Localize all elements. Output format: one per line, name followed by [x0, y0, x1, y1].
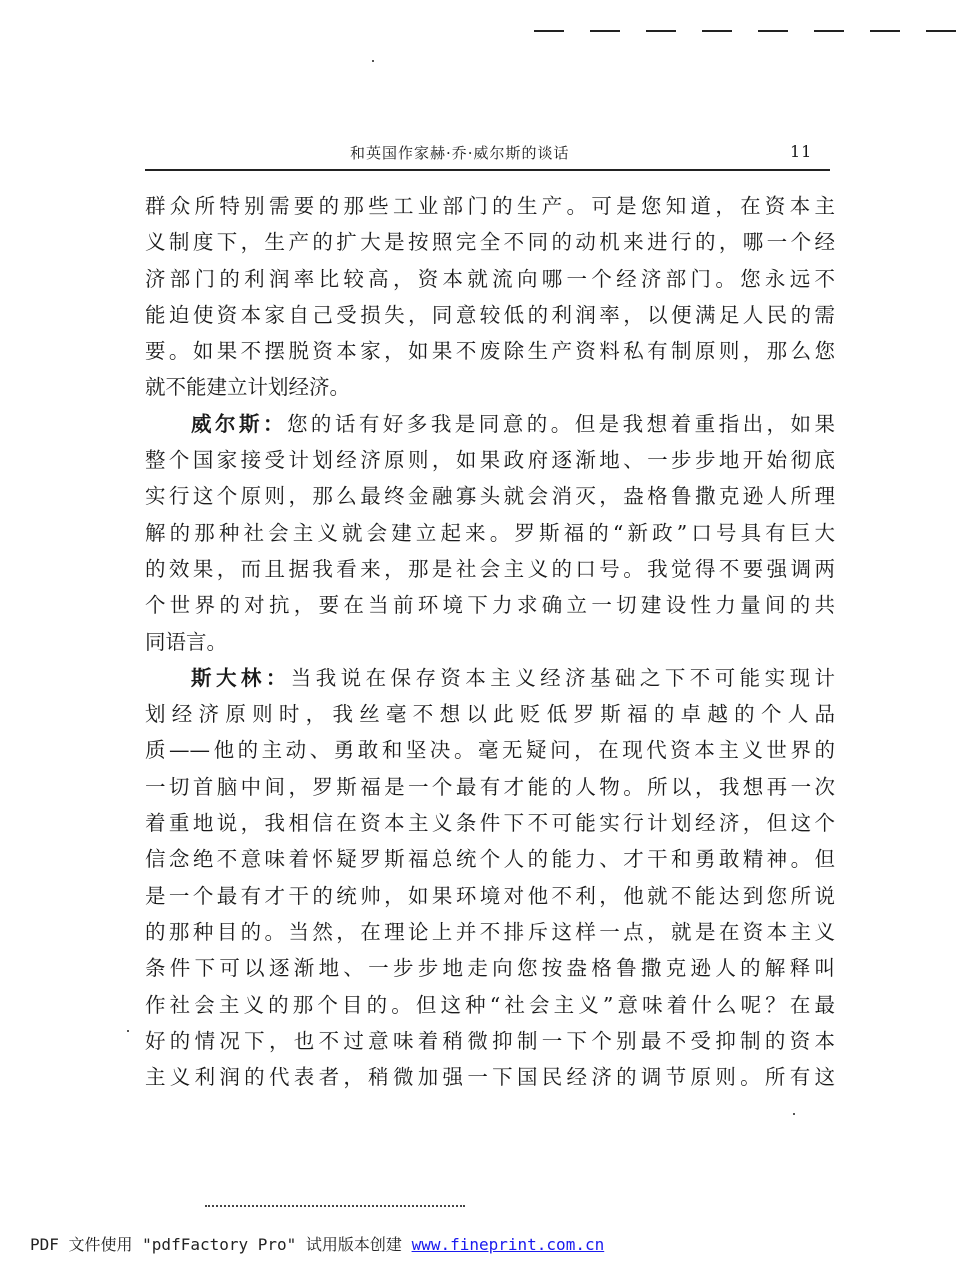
paragraph-stalin-first-line: [145, 660, 835, 696]
body-line: 义制度下，生产的扩大是按照完全不同的动机来进行的，哪一个经: [145, 230, 835, 255]
body-line: 要。如果不摆脱资本家，如果不废除生产资料私有制原则，那么您: [145, 339, 835, 364]
scan-bottom-artifact: [205, 1205, 465, 1207]
body-line: 主义利润的代表者，稍微加强一下国民经济的调节原则。所有这: [145, 1065, 835, 1090]
footer-link[interactable]: www.fineprint.com.cn: [411, 1235, 605, 1254]
body-text: 您的话有好多我是同意的。但是我想着重指出，如果: [286, 411, 835, 436]
body-line: 划经济原则时，我丝毫不想以此贬低罗斯福的卓越的个人品: [145, 702, 835, 727]
body-line: 的效果，而且据我看来，那是社会主义的口号。我觉得不要强调两: [145, 556, 835, 581]
body-line: 济部门的利润率比较高，资本就流向哪一个经济部门。您永远不: [145, 266, 835, 291]
body-line: 的那种目的。当然，在理论上并不排斥这样一点，就是在资本主义: [145, 919, 835, 944]
paragraph-wells-first-line: [145, 406, 835, 442]
running-title: 和英国作家赫·乔·威尔斯的谈话: [350, 144, 570, 162]
speaker-wells: 威尔斯：: [191, 411, 287, 436]
pdf-footer: [30, 1232, 604, 1254]
body-line: 实行这个原则，那么最终金融寡头就会消灭，盎格鲁撒克逊人所理: [145, 484, 835, 509]
scan-speck: [127, 1030, 129, 1032]
body-line: 条件下可以逐渐地、一步步地走向您按盎格鲁撒克逊人的解释叫: [145, 956, 835, 981]
body-line: 就不能建立计划经济。: [145, 375, 350, 400]
body-line: 信念绝不意味着怀疑罗斯福总统个人的能力、才干和勇敢精神。但: [145, 847, 835, 872]
header-rule: [145, 169, 830, 171]
body-line: 能迫使资本家自己受损失，同意较低的利润率，以便满足人民的需: [145, 302, 835, 327]
body-line: 作社会主义的那个目的。但这种“社会主义”意味着什么呢？在最: [145, 992, 835, 1017]
speaker-stalin: 斯大林：: [191, 665, 291, 690]
body-line: 整个国家接受计划经济原则，如果政府逐渐地、一步步地开始彻底: [145, 448, 835, 473]
scan-dash-marks: [528, 30, 979, 34]
footer-text: PDF 文件使用 "pdfFactory Pro" 试用版本创建: [30, 1235, 412, 1254]
body-line: 个世界的对抗，要在当前环境下力求确立一切建设性力量间的共: [145, 593, 835, 618]
body-line: 一切首脑中间，罗斯福是一个最有才能的人物。所以，我想再一次: [145, 774, 835, 799]
page-body: [145, 188, 835, 1095]
body-line: 着重地说，我相信在资本主义条件下不可能实行计划经济，但这个: [145, 811, 835, 836]
body-text: 当我说在保存资本主义经济基础之下不可能实现计: [290, 665, 835, 690]
body-line: 是一个最有才干的统帅，如果环境对他不利，他就不能达到您所说: [145, 883, 835, 908]
body-line: 群众所特别需要的那些工业部门的生产。可是您知道，在资本主: [145, 194, 835, 218]
body-line: 质——他的主动、勇敢和坚决。毫无疑问，在现代资本主义世界的: [145, 738, 835, 763]
body-line: 同语言。: [145, 629, 227, 654]
body-line: 好的情况下，也不过意味着稍微抑制一下个别最不受抑制的资本: [145, 1028, 835, 1053]
scan-speck: [372, 60, 374, 62]
scan-speck: [793, 1113, 795, 1115]
page-header: [145, 140, 833, 166]
body-line: 解的那种社会主义就会建立起来。罗斯福的“新政”口号具有巨大: [145, 520, 835, 545]
page-number: 11: [790, 142, 813, 161]
